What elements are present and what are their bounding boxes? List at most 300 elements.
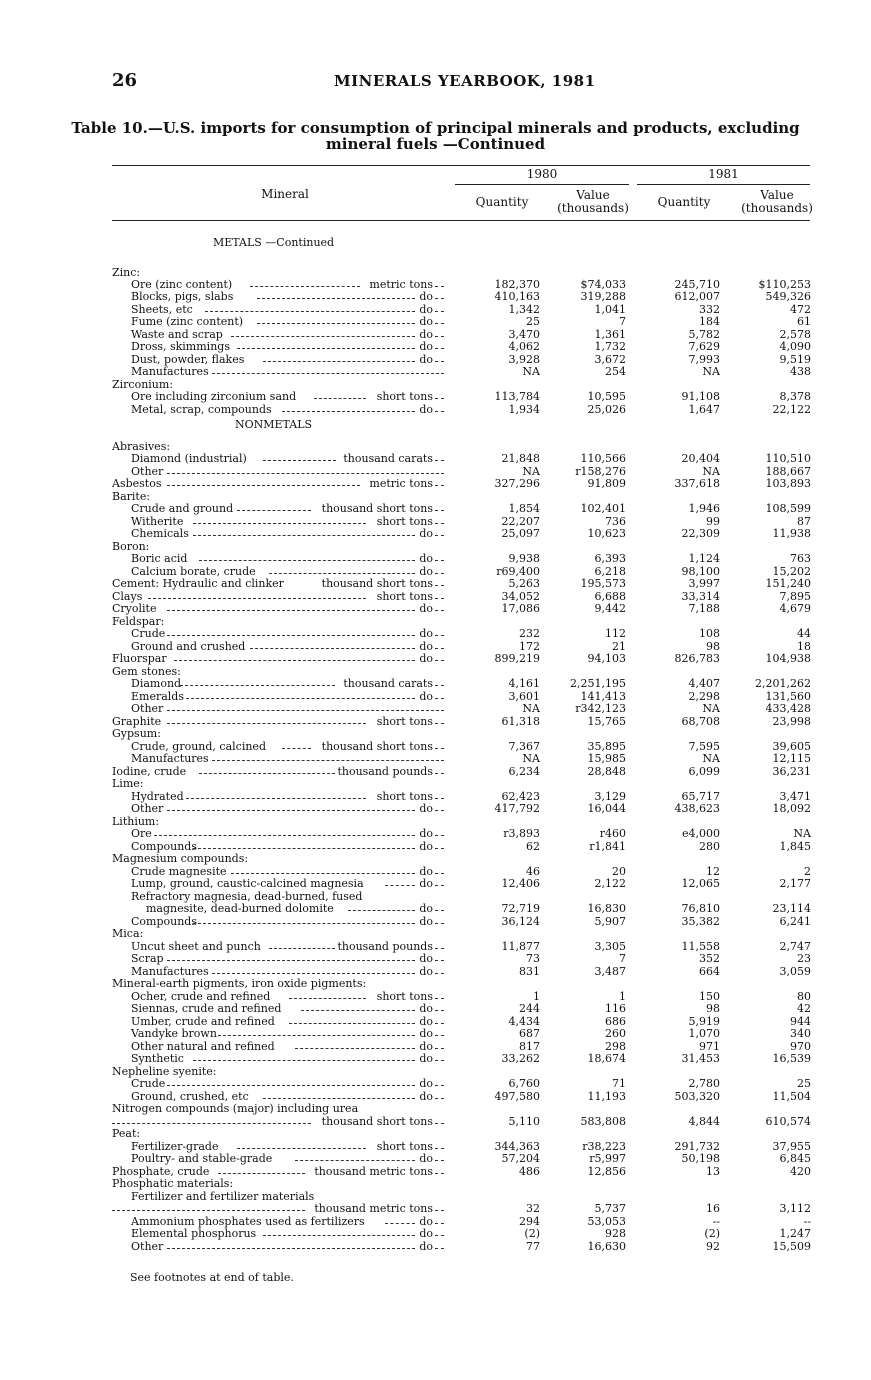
dot-leader (348, 903, 414, 911)
dot-leader (282, 404, 415, 412)
dot-leader (263, 453, 336, 461)
row-label: Gem stones: (112, 665, 181, 678)
row-unit: short tons (376, 790, 433, 803)
dot-leader (199, 553, 415, 561)
cell-value: r158,276 (575, 465, 626, 478)
cell-value: NA (522, 752, 540, 765)
dot-leader (435, 404, 444, 412)
dot-leader (269, 566, 414, 574)
dot-leader (167, 478, 360, 486)
cell-value: 2,780 (688, 1077, 720, 1090)
dot-leader (167, 1241, 415, 1249)
dot-leader (435, 1091, 444, 1099)
row-label: Uncut sheet and punch (131, 940, 261, 953)
dot-leader (435, 716, 444, 724)
row-unit: thousand metric tons (314, 1165, 433, 1178)
cell-value: 7 (619, 315, 626, 328)
dot-leader (250, 641, 415, 649)
row-unit: short tons (376, 1140, 433, 1153)
dot-leader (435, 1003, 444, 1011)
dot-leader (435, 391, 444, 399)
cell-value: 260 (605, 1027, 626, 1040)
cell-value: 25,026 (587, 403, 626, 416)
dot-leader (435, 1166, 444, 1174)
row-label: Zinc: (112, 266, 141, 279)
row-unit: thousand short tons (321, 502, 433, 515)
dot-leader (435, 878, 444, 886)
cell-value: 71 (612, 1077, 626, 1090)
row-label: Iodine, crude (112, 765, 187, 778)
dot-leader (237, 341, 414, 349)
cell-value: 417,792 (494, 802, 540, 815)
row-label: Peat: (112, 1127, 141, 1140)
table-row (0, 1128, 871, 1140)
cell-value: (2) (704, 1227, 720, 1240)
cell-value: NA (522, 465, 540, 478)
cell-value: 35,382 (681, 915, 720, 928)
value-label: Value (576, 188, 610, 202)
cell-value: 294 (519, 1215, 540, 1228)
cell-value: r342,123 (575, 702, 626, 715)
cell-value: 16 (706, 1202, 720, 1215)
cell-value: 438 (790, 365, 811, 378)
dot-leader (295, 1153, 415, 1161)
cell-value: 3,487 (594, 965, 626, 978)
row-label: Clays (112, 590, 143, 603)
cell-value: 337,618 (674, 477, 720, 490)
cell-value: 33,262 (501, 1052, 540, 1065)
row-unit: do (419, 1052, 433, 1065)
cell-value: 352 (699, 952, 720, 965)
row-unit: do (419, 827, 433, 840)
column-header-quantity-1980: Quantity (475, 195, 529, 209)
row-unit: do (419, 902, 433, 915)
table-row (0, 553, 871, 565)
table-row (0, 453, 871, 465)
row-label: Dust, powder, flakes (131, 353, 245, 366)
dot-leader (435, 566, 444, 574)
cell-value: -- (712, 1215, 720, 1228)
cell-value: 87 (797, 515, 811, 528)
cell-value: 21,848 (501, 452, 540, 465)
cell-value: $74,033 (580, 278, 626, 291)
cell-value: NA (793, 827, 811, 840)
table-row (0, 578, 871, 590)
cell-value: 195,573 (580, 577, 626, 590)
dot-leader (435, 341, 444, 349)
cell-value: 7,993 (688, 353, 720, 366)
row-unit: do (419, 690, 433, 703)
dot-leader (301, 1003, 414, 1011)
cell-value: 244 (519, 1002, 540, 1015)
cell-value: 98,100 (681, 565, 720, 578)
cell-value: 9,519 (779, 353, 811, 366)
cell-value: 91,108 (681, 390, 720, 403)
cell-value: 12,856 (587, 1165, 626, 1178)
cell-value: 5,737 (594, 1202, 626, 1215)
cell-value: 327,296 (494, 477, 540, 490)
cell-value: 944 (790, 1015, 811, 1028)
dot-leader (212, 966, 415, 974)
table-row (0, 1028, 871, 1040)
row-label: Ore (zinc content) (131, 278, 233, 291)
dot-leader (218, 1028, 415, 1036)
dot-leader (435, 1203, 444, 1211)
row-label: Compounds (131, 915, 197, 928)
row-label: Metal, scrap, compounds (131, 403, 272, 416)
cell-value: 31,453 (681, 1052, 720, 1065)
row-label: Other (131, 702, 164, 715)
row-label: Vandyke brown (131, 1027, 217, 1040)
cell-value: 1,934 (508, 403, 540, 416)
cell-value: 1,361 (594, 328, 626, 341)
cell-value: r38,223 (582, 1140, 626, 1153)
row-label: magnesite, dead-burned dolomite (146, 902, 334, 915)
dot-leader (174, 653, 415, 661)
row-label: Umber, crude and refined (131, 1015, 275, 1028)
cell-value: 104,938 (765, 652, 811, 665)
table-title-continued: mineral fuels —Continued (325, 135, 546, 153)
row-label: Synthetic (131, 1052, 184, 1065)
cell-value: 17,086 (501, 602, 540, 615)
cell-value: 7,188 (688, 602, 720, 615)
row-label: Lime: (112, 777, 144, 790)
cell-value: 1,342 (508, 303, 540, 316)
row-label: Graphite (112, 715, 162, 728)
cell-value: 2,298 (688, 690, 720, 703)
cell-value: 5,263 (508, 577, 540, 590)
cell-value: NA (702, 752, 720, 765)
cell-value: r1,841 (589, 840, 626, 853)
column-header-year-1980: 1980 (526, 167, 558, 181)
cell-value: 16,630 (587, 1240, 626, 1253)
cell-value: 7,629 (688, 340, 720, 353)
cell-value: 3,672 (594, 353, 626, 366)
row-label: Gypsum: (112, 727, 161, 740)
table-row (0, 891, 871, 903)
cell-value: 1,247 (779, 1227, 811, 1240)
cell-value: 61 (797, 315, 811, 328)
cell-value: 11,877 (501, 940, 540, 953)
dot-leader (435, 628, 444, 636)
cell-value: r460 (599, 827, 626, 840)
dot-leader (435, 453, 444, 461)
row-unit: do (419, 565, 433, 578)
dot-leader (385, 878, 415, 886)
row-label: Lump, ground, caustic-calcined magnesia (131, 877, 364, 890)
column-header-value-1981 (737, 189, 817, 215)
footnote: See footnotes at end of table. (130, 1271, 294, 1284)
cell-value: r3,893 (503, 827, 540, 840)
row-label: Chemicals (131, 527, 189, 540)
cell-value: 62 (526, 840, 540, 853)
dot-leader (193, 1053, 415, 1061)
cell-value: 28,848 (587, 765, 626, 778)
cell-value: 11,558 (681, 940, 720, 953)
row-label: Zirconium: (112, 378, 174, 391)
table-row (0, 928, 871, 940)
cell-value: 18,092 (772, 802, 811, 815)
row-label: Hydrated (131, 790, 184, 803)
dot-leader (186, 791, 366, 799)
dot-leader (435, 903, 444, 911)
row-unit: do (419, 340, 433, 353)
row-unit: thousand carats (343, 677, 433, 690)
table-row (0, 703, 871, 715)
row-unit: do (419, 1040, 433, 1053)
column-header-value-1980 (553, 189, 633, 215)
cell-value: 420 (790, 1165, 811, 1178)
dot-leader (435, 641, 444, 649)
cell-value: 503,320 (674, 1090, 720, 1103)
row-label: Waste and scrap (131, 328, 223, 341)
dot-leader (435, 1078, 444, 1086)
cell-value: 6,688 (594, 590, 626, 603)
dot-leader (112, 1203, 305, 1211)
dot-leader (435, 304, 444, 312)
dot-leader (282, 741, 311, 749)
table-row (0, 803, 871, 815)
cell-value: 332 (699, 303, 720, 316)
row-unit: thousand short tons (321, 740, 433, 753)
table-row (0, 878, 871, 890)
table-row (0, 1178, 871, 1190)
cell-value: 15,765 (587, 715, 626, 728)
cell-value: 184 (699, 315, 720, 328)
row-label: Compounds (131, 840, 197, 853)
row-label: Fertilizer-grade (131, 1140, 219, 1153)
dot-leader (237, 503, 311, 511)
cell-value: 1 (533, 990, 540, 1003)
row-label: Ocher, crude and refined (131, 990, 271, 1003)
cell-value: 817 (519, 1040, 540, 1053)
row-unit: do (419, 840, 433, 853)
cell-value: 15,509 (772, 1240, 811, 1253)
row-unit: thousand pounds (337, 765, 433, 778)
row-label: Cryolite (112, 602, 157, 615)
cell-value: 5,919 (688, 1015, 720, 1028)
cell-value: NA (522, 702, 540, 715)
cell-value: NA (702, 465, 720, 478)
cell-value: 150 (699, 990, 720, 1003)
cell-value: 94,103 (587, 652, 626, 665)
row-unit: short tons (376, 515, 433, 528)
cell-value: 23,998 (772, 715, 811, 728)
cell-value: 102,401 (580, 502, 626, 515)
table-row (0, 828, 871, 840)
cell-value: 1 (619, 990, 626, 1003)
dot-leader (167, 466, 444, 474)
cell-value: 3,059 (779, 965, 811, 978)
row-label: Ore including zirconium sand (131, 390, 297, 403)
cell-value: 35,895 (587, 740, 626, 753)
dot-leader (154, 828, 415, 836)
cell-value: 6,099 (688, 765, 720, 778)
row-label: Refractory magnesia, dead-burned, fused (131, 890, 363, 903)
row-label: Other (131, 465, 164, 478)
cell-value: 108 (699, 627, 720, 640)
cell-value: 9,938 (508, 552, 540, 565)
dot-leader (193, 528, 415, 536)
cell-value: 763 (790, 552, 811, 565)
dot-leader (263, 1228, 415, 1236)
dot-leader (212, 753, 444, 761)
cell-value: 57,204 (501, 1152, 540, 1165)
cell-value: 73 (526, 952, 540, 965)
cell-value: NA (702, 702, 720, 715)
row-label: Fluorspar (112, 652, 167, 665)
cell-value: 99 (706, 515, 720, 528)
cell-value: 2,251,195 (570, 677, 626, 690)
cell-value: 13 (706, 1165, 720, 1178)
value-unit-label: (thousands) (741, 201, 813, 215)
cell-value: 254 (605, 365, 626, 378)
table-row (0, 603, 871, 615)
cell-value: 53,053 (587, 1215, 626, 1228)
dot-leader (435, 1116, 444, 1124)
dot-leader (435, 528, 444, 536)
row-label: Sheets, etc (131, 303, 193, 316)
dot-leader (231, 329, 415, 337)
table-row (0, 1153, 871, 1165)
row-label: Elemental phosphorus (131, 1227, 257, 1240)
cell-value: 80 (797, 990, 811, 1003)
table-row (0, 404, 871, 416)
row-unit: do (419, 1152, 433, 1165)
section-heading-metals: METALS —Continued (213, 236, 335, 249)
table-row (0, 503, 871, 515)
cell-value: 18 (797, 640, 811, 653)
cell-value: 39,605 (772, 740, 811, 753)
cell-value: 12,115 (772, 752, 811, 765)
cell-value: 4,844 (688, 1115, 720, 1128)
row-unit: do (419, 527, 433, 540)
cell-value: 928 (605, 1227, 626, 1240)
table-row (0, 291, 871, 303)
row-unit: do (419, 328, 433, 341)
cell-value: 32 (526, 1202, 540, 1215)
cell-value: 10,595 (587, 390, 626, 403)
column-header-mineral: Mineral (261, 187, 309, 201)
cell-value: 899,219 (494, 652, 540, 665)
cell-value: (2) (524, 1227, 540, 1240)
row-label: Phosphatic materials: (112, 1177, 234, 1190)
cell-value: NA (522, 365, 540, 378)
table-row (0, 903, 871, 915)
cell-value: 1,732 (594, 340, 626, 353)
row-label: Siennas, crude and refined (131, 1002, 282, 1015)
cell-value: 5,782 (688, 328, 720, 341)
row-label: Feldspar: (112, 615, 165, 628)
dot-leader (257, 291, 415, 299)
cell-value: 10,623 (587, 527, 626, 540)
table-row (0, 728, 871, 740)
cell-value: 6,241 (779, 915, 811, 928)
row-label: Crude, ground, calcined (131, 740, 266, 753)
row-label: Scrap (131, 952, 164, 965)
row-unit: short tons (376, 390, 433, 403)
row-label: Manufactures (131, 965, 209, 978)
dot-leader (435, 329, 444, 337)
row-unit: do (419, 952, 433, 965)
dot-leader (435, 828, 444, 836)
dot-leader (167, 703, 444, 711)
row-unit: do (419, 652, 433, 665)
dot-leader (269, 941, 335, 949)
cell-value: 549,326 (765, 290, 811, 303)
cell-value: r69,400 (496, 565, 540, 578)
table-row (0, 678, 871, 690)
cell-value: 610,574 (765, 1115, 811, 1128)
year-1980-rule (455, 184, 629, 185)
cell-value: 23 (797, 952, 811, 965)
cell-value: 116 (605, 1002, 626, 1015)
dot-leader (314, 391, 366, 399)
row-unit: do (419, 627, 433, 640)
row-unit: metric tons (369, 477, 433, 490)
cell-value: 25 (526, 315, 540, 328)
row-unit: do (419, 877, 433, 890)
dot-leader (435, 279, 444, 287)
cell-value: 486 (519, 1165, 540, 1178)
cell-value: 245,710 (674, 278, 720, 291)
dot-leader (435, 766, 444, 774)
cell-value: 298 (605, 1040, 626, 1053)
cell-value: 98 (706, 1002, 720, 1015)
dot-leader (167, 628, 415, 636)
row-label: Poultry- and stable-grade (131, 1152, 273, 1165)
cell-value: 12 (706, 865, 720, 878)
dot-leader (186, 691, 415, 699)
cell-value: 9,442 (594, 602, 626, 615)
row-label: Other natural and refined (131, 1040, 275, 1053)
row-unit: thousand carats (343, 452, 433, 465)
cell-value: 7,367 (508, 740, 540, 753)
cell-value: 687 (519, 1027, 540, 1040)
row-unit: do (419, 552, 433, 565)
dot-leader (435, 354, 444, 362)
row-label: Boric acid (131, 552, 188, 565)
cell-value: 188,667 (765, 465, 811, 478)
cell-value: 6,845 (779, 1152, 811, 1165)
cell-value: 37,955 (772, 1140, 811, 1153)
row-unit: do (419, 802, 433, 815)
dot-leader (435, 591, 444, 599)
dot-leader (180, 678, 336, 686)
table-row (0, 1241, 871, 1253)
cell-value: 291,732 (674, 1140, 720, 1153)
cell-value: 91,809 (587, 477, 626, 490)
dot-leader (231, 866, 415, 874)
cell-value: 280 (699, 840, 720, 853)
cell-value: 2 (804, 865, 811, 878)
cell-value: 4,407 (688, 677, 720, 690)
cell-value: 1,070 (688, 1027, 720, 1040)
dot-leader (237, 1141, 366, 1149)
cell-value: 25 (797, 1077, 811, 1090)
dot-leader (435, 916, 444, 924)
cell-value: 6,760 (508, 1077, 540, 1090)
cell-value: 42 (797, 1002, 811, 1015)
table-top-rule (112, 165, 810, 166)
cell-value: 438,623 (674, 802, 720, 815)
cell-value: 68,708 (681, 715, 720, 728)
row-label: Diamond (industrial) (131, 452, 247, 465)
cell-value: 11,938 (772, 527, 811, 540)
dot-leader (435, 603, 444, 611)
cell-value: 497,580 (494, 1090, 540, 1103)
dot-leader (435, 1028, 444, 1036)
